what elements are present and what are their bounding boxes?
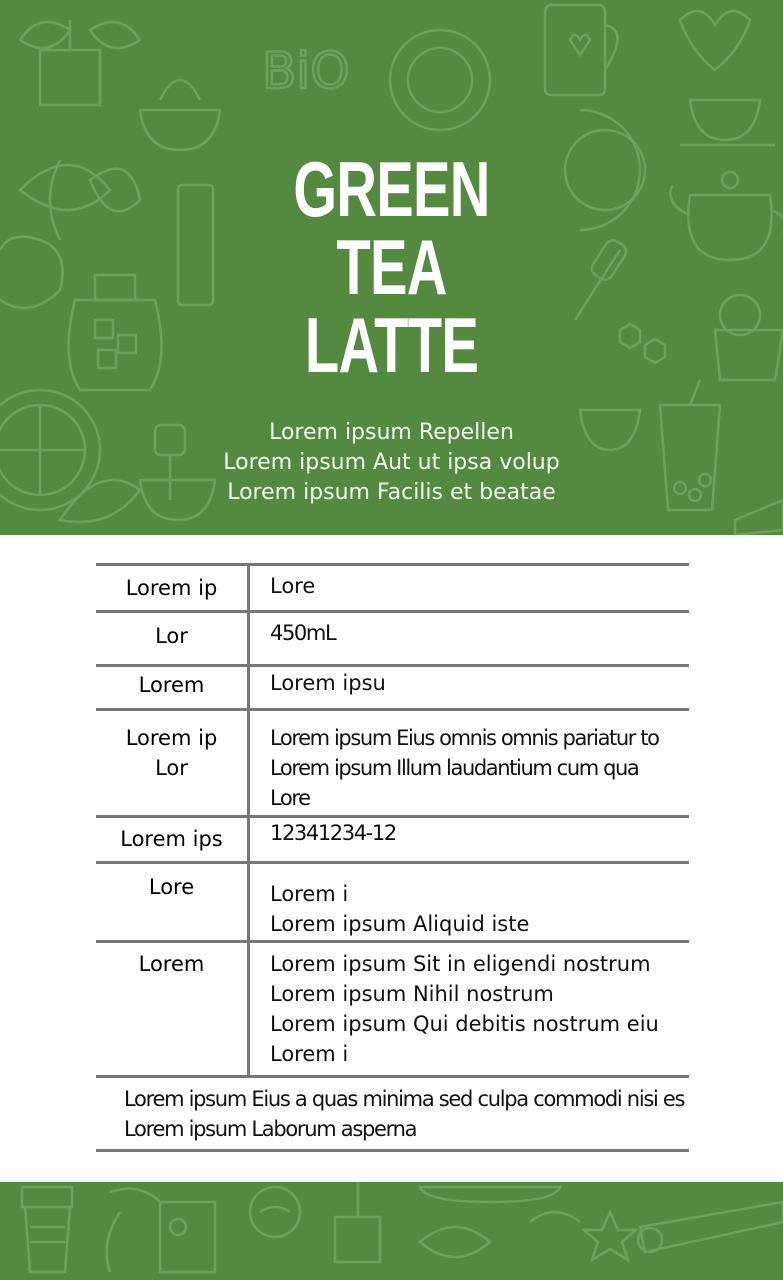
table-row xyxy=(96,708,689,819)
row-label: Lore xyxy=(148,875,195,899)
row-value: 450mL xyxy=(270,621,336,645)
row-label xyxy=(96,723,247,783)
product-subtitle xyxy=(0,418,783,508)
note-line: Lorem ipsum Eius a quas minima sed culpa commodi nisi es xyxy=(124,1087,685,1111)
row-value xyxy=(270,879,529,939)
row-label: Lorem xyxy=(138,673,205,697)
subtitle-line: Lorem ipsum Facilis et beatae xyxy=(227,480,556,505)
row-label: Lorem ips xyxy=(120,827,223,851)
table-bottom-rule xyxy=(96,1149,689,1152)
table-row xyxy=(96,610,689,667)
table-note xyxy=(124,1084,684,1144)
row-value-line: Lorem ipsum Aliquid iste xyxy=(270,912,530,936)
row-value: Lorem ipsu xyxy=(270,671,386,695)
title-line: LATTE xyxy=(304,301,479,389)
row-label: Lor xyxy=(155,624,188,648)
row-value-line: Lorem i xyxy=(270,882,349,906)
row-value-line: Lore xyxy=(270,786,310,810)
row-value: 12341234-12 xyxy=(270,821,396,845)
table-row xyxy=(96,861,689,944)
subtitle-line: Lorem ipsum Repellen xyxy=(269,420,514,445)
header-banner xyxy=(0,0,783,535)
product-title xyxy=(110,145,674,389)
row-value xyxy=(270,723,659,813)
row-label-line: Lor xyxy=(155,756,188,780)
row-value-line: Lorem ipsum Sit in eligendi nostrum xyxy=(270,952,651,976)
row-value-line: Lorem i xyxy=(270,1042,349,1066)
table-row xyxy=(96,815,689,865)
leaf-icon xyxy=(420,1227,490,1257)
star-anise-icon xyxy=(584,1212,636,1260)
row-label: Lorem xyxy=(138,952,205,976)
row-value xyxy=(270,949,659,1069)
leaf-icon xyxy=(20,22,140,48)
title-line: TEA xyxy=(336,223,447,311)
row-value-line: Lorem ipsum Illum laudantium cum qua xyxy=(270,756,639,780)
note-line: Lorem ipsum Laborum asperna xyxy=(124,1117,417,1141)
table-note-row xyxy=(96,1075,689,1153)
table-row xyxy=(96,940,689,1078)
row-value-line: Lorem ipsum Nihil nostrum xyxy=(270,982,554,1006)
teapot-icon xyxy=(670,172,783,260)
cinnamon-icon xyxy=(638,1202,783,1252)
cup-icon xyxy=(140,80,220,150)
svg-text:BiO: BiO xyxy=(262,42,350,100)
row-label-line: Lorem ip xyxy=(125,726,218,750)
row-value-line: Lorem ipsum Qui debitis nostrum eiu xyxy=(270,1012,659,1036)
footer-banner xyxy=(0,1182,783,1280)
tea-bag-icon xyxy=(335,1182,380,1262)
row-value-line: Lorem ipsum Eius omnis omnis pariatur to xyxy=(270,726,659,750)
row-label: Lorem ip xyxy=(125,576,218,600)
tea-pattern-background xyxy=(0,1182,783,1280)
title-line: GREEN xyxy=(293,145,490,233)
subtitle-line: Lorem ipsum Aut ut ipsa volup xyxy=(223,450,560,475)
table-row xyxy=(96,664,689,712)
row-value: Lore xyxy=(270,574,316,598)
table-row xyxy=(96,563,689,614)
